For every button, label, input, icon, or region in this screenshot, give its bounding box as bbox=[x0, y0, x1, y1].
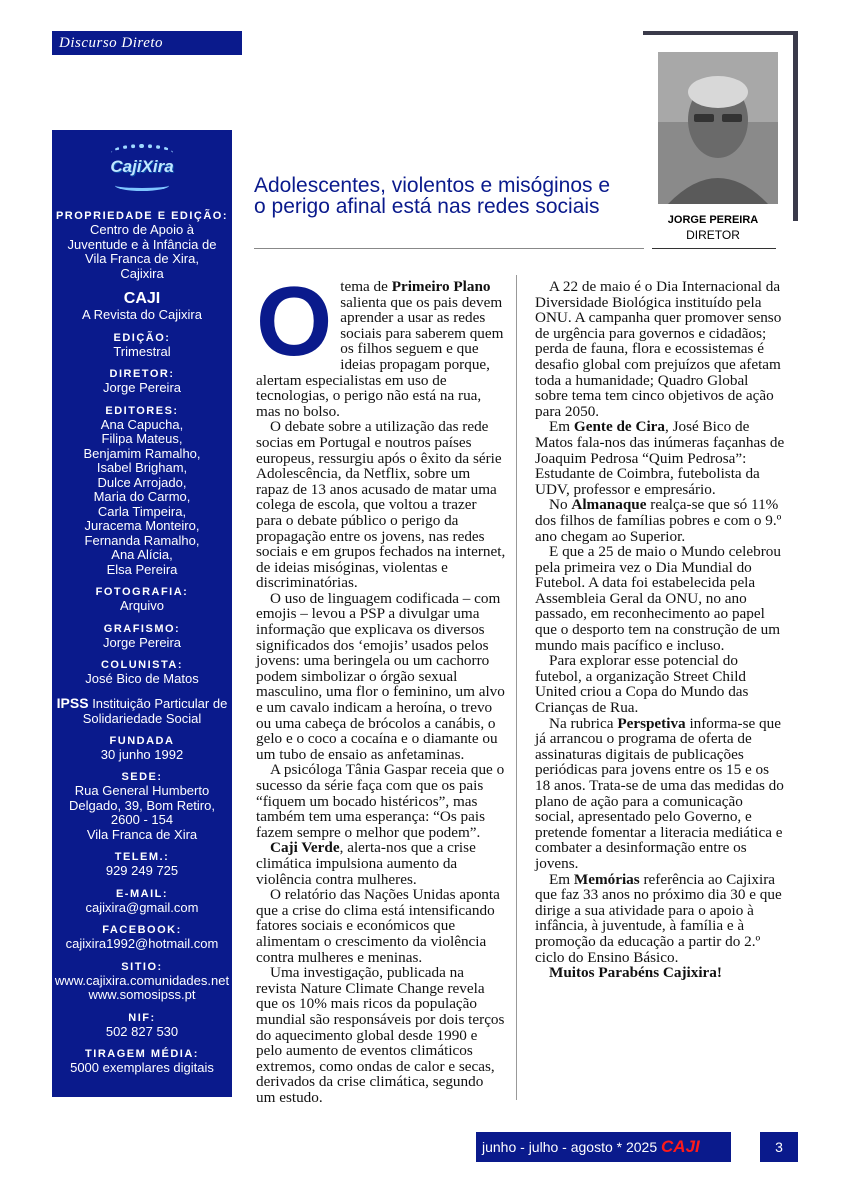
masthead-label: EDIÇÃO: bbox=[113, 331, 171, 344]
paragraph: A psicóloga Tânia Gaspar receia que o sucesso da série faça com que os pais “fiquem um bocado histéricos”, mas também tem uma esperança: “Os pais fazem sempre o melhor que podem”. bbox=[256, 761, 505, 841]
column-divider bbox=[516, 275, 517, 1100]
masthead-block bbox=[52, 586, 232, 614]
issue-date: junho - julho - agosto * 2025 bbox=[482, 1139, 662, 1155]
article-headline: Adolescentes, violentos e misóginos e o perigo afinal está nas redes sociais bbox=[254, 174, 611, 218]
masthead-label: GRAFISMO: bbox=[103, 622, 181, 635]
paragraph: Caji Verde, alerta-nos que a crise climática impulsiona aumento da violência contra mulheres. bbox=[256, 839, 476, 888]
masthead-label: COLUNISTA: bbox=[100, 659, 183, 671]
paragraph: O relatório das Nações Unidas aponta que a crise do clima está intensificando fatores sociais e económicos que alimentam o crescimento da violência contra mulheres e meninas. bbox=[256, 886, 500, 966]
ipss-bold: IPSS bbox=[56, 694, 89, 711]
frame-top-rule bbox=[643, 31, 796, 35]
masthead-value: Arquivo bbox=[119, 598, 165, 613]
logo-text: CajiXira bbox=[110, 157, 174, 176]
masthead-label: TIRAGEM MÉDIA: bbox=[85, 1048, 199, 1060]
masthead-value: 502 827 530 bbox=[105, 1023, 179, 1039]
frame-right-rule bbox=[793, 31, 798, 221]
masthead-value: cajixira1992@hotmail.com bbox=[65, 936, 219, 951]
author-rule bbox=[652, 248, 776, 249]
masthead-label: E-MAIL: bbox=[115, 887, 169, 900]
paragraph: Para explorar esse potencial do futebol, a organização Street Child United criou a Copa do Mundo das Crianças de Rua. bbox=[535, 652, 749, 717]
masthead-block bbox=[52, 888, 232, 916]
masthead-block bbox=[52, 623, 232, 651]
masthead-value: A Revista do Cajixira bbox=[82, 307, 202, 322]
section-tag: Discurso Direto bbox=[52, 31, 242, 55]
masthead-block bbox=[52, 1012, 232, 1040]
headline-rule bbox=[254, 248, 644, 249]
masthead-label: FUNDADA bbox=[109, 734, 175, 747]
masthead-label: DIRETOR: bbox=[109, 368, 175, 380]
masthead-label: NIF: bbox=[128, 1011, 156, 1024]
masthead-sidebar bbox=[52, 130, 232, 1097]
paragraph: Em Gente de Cira, José Bico de Matos fala-nos das inúmeras façanhas de Joaquim Pedrosa “Quim Pedrosa”: Estudante de Coimbra, futebolista da UDV, professor e empresário. bbox=[535, 418, 785, 498]
masthead-block bbox=[52, 735, 232, 763]
paragraph: No Almanaque realça-se que só 11% dos filhos de famílias pobres e com o 9.º ano chegam ao Superior. bbox=[535, 496, 782, 545]
masthead-block bbox=[52, 210, 232, 281]
cajixira-logo bbox=[109, 138, 175, 196]
logo-wave bbox=[115, 180, 169, 191]
paragraph: O debate sobre a utilização das rede socias em Portugal e noutros países europeus, ressurgiu após o êxito da série Adolescência, da Netflix, sobre um rapaz de 13 anos acusado de matar uma colega de escola, que voltou a trazer para o debate público o perigo da propagação entre os jovens, nas redes sociais e em grupos fechados na internet, de ideias misóginas, violentas e discriminatórias. bbox=[256, 418, 506, 592]
masthead-label: EDITORES: bbox=[105, 404, 179, 417]
masthead-block bbox=[52, 405, 232, 578]
masthead-block bbox=[52, 961, 232, 1003]
author-role: DIRETOR bbox=[686, 228, 740, 242]
masthead-block bbox=[52, 924, 232, 952]
paragraph: Uma investigação, publicada na revista Nature Climate Change revela que os 10% mais ricos da população mundial são responsáveis por dois terços do aquecimento global desde 1990 e pelo aumento de eventos climáticos extremos, como ondas de calor e secas, derivados da crise climática, segundo um estudo. bbox=[256, 964, 505, 1106]
masthead-value: 30 junho 1992 bbox=[100, 746, 184, 762]
masthead-value: Jorge Pereira bbox=[102, 380, 182, 395]
masthead-value: Jorge Pereira bbox=[102, 634, 182, 650]
brand-mark: CAJI bbox=[661, 1137, 700, 1156]
author-portrait bbox=[658, 52, 778, 204]
page-number: 3 bbox=[760, 1132, 798, 1162]
article-column-2 bbox=[535, 279, 785, 981]
masthead-label: FOTOGRAFIA: bbox=[95, 586, 189, 598]
masthead-value: Rua General Humberto Delgado, 39, Bom Retiro, 2600 - 154 Vila Franca de Xira bbox=[69, 783, 215, 842]
masthead-label: FACEBOOK: bbox=[102, 924, 182, 936]
author-name: JORGE PEREIRA bbox=[667, 214, 759, 226]
masthead-value: 929 249 725 bbox=[105, 863, 179, 878]
masthead-value: José Bico de Matos bbox=[85, 671, 199, 686]
paragraph: tema de Primeiro Plano salienta que os pais devem aprender a usar as redes sociais para saberem quem os filhos seguem e que ideias propagam porque, alertam especialistas em uso de tecnologias, o perigo não está na rua, mas no bolso. bbox=[256, 278, 504, 420]
issue-footer bbox=[476, 1132, 731, 1162]
paragraph: Na rubrica Perspetiva informa-se que já arrancou o programa de oferta de assinaturas digitais de publicações periódicas para jovens entre os 15 e os 18 anos. Trata-se de uma das medidas do plano de ação para a comunicação social, apresentado pelo Governo, e pretende fomentar a literacia mediática e combater a desinformação entre os jovens. bbox=[535, 714, 784, 872]
masthead-block bbox=[52, 771, 232, 842]
paragraph: A 22 de maio é o Dia Internacional da Diversidade Biológica instituído pela ONU. A campanha quer promover senso de urgência para governos e cidadãos; perda de fauna, flora e ecossistemas é desafio global com prejuízos que afetam toda a humanidade; Quadro Global sobre tema tem cinco objetivos de ação para 2050. bbox=[535, 278, 782, 420]
masthead-block bbox=[52, 290, 232, 323]
masthead-block bbox=[52, 1048, 232, 1076]
drop-cap: O bbox=[256, 266, 333, 376]
masthead-label: SITIO: bbox=[121, 960, 163, 973]
paragraph: O uso de linguagem codificada – com emojis – levou a PSP a divulgar uma informação que explicava os diversos significados dos ‘emojis’ usados pelos jovens: uma beringela ou um cachorro podem simbolizar o órgão sexual masculino, uma flor o feminino, um alvo e um cavalo indicam a heroína, o trevo ou uma cabeça de brócolos a canábis, o gelo e o coco a cocaína e o diamante ou um tubo de ensaio as anfetaminas. bbox=[256, 589, 505, 763]
paragraph: Em Memórias referência ao Cajixira que faz 33 anos no próximo dia 30 e que dirige a sua atividade para o apoio à infância, à juventude, à família e à promoção da educação a partir do 2.º ciclo do Ensino Básico. bbox=[535, 870, 782, 966]
masthead-label: SEDE: bbox=[121, 771, 163, 783]
masthead-label: PROPRIEDADE E EDIÇÃO: bbox=[55, 210, 229, 222]
masthead-value: Centro de Apoio à Juventude e à Infância de Vila Franca de Xira, Cajixira bbox=[67, 222, 217, 281]
masthead-label: CAJI bbox=[123, 290, 161, 307]
masthead-value: www.cajixira.comunidades.net www.somosipss.pt bbox=[54, 972, 230, 1002]
ipss-text: Instituição Particular de Solidariedade Social bbox=[82, 695, 228, 726]
masthead-value: Trimestral bbox=[113, 343, 171, 359]
article-column-1 bbox=[256, 266, 506, 1106]
masthead-block bbox=[52, 659, 232, 687]
masthead-value: cajixira@gmail.com bbox=[85, 899, 199, 915]
closing-line: Muitos Parabéns Cajixira! bbox=[549, 964, 722, 982]
paragraph: E que a 25 de maio o Mundo celebrou pela primeira vez o Dia Mundial do Futebol. A data foi estabelecida pela Assembleia Geral da ONU, no ano passado, em reconhecimento ao papel que o desporto tem na construção de um mundo mais pacífico e incluso. bbox=[535, 543, 781, 654]
masthead-value: Ana Capucha, Filipa Mateus, Benjamim Ramalho, Isabel Brigham, Dulce Arrojado, Maria do Carmo, Carla Timpeira, Juracema Monteiro, Fernanda Ramalho, Ana Alícia, Elsa Pereira bbox=[83, 416, 201, 577]
masthead-block bbox=[52, 332, 232, 360]
masthead-value: 5000 exemplares digitais bbox=[70, 1060, 214, 1075]
masthead-label: TELEM.: bbox=[114, 851, 170, 863]
ipss-line bbox=[52, 696, 232, 726]
masthead-block bbox=[52, 851, 232, 879]
masthead-block bbox=[52, 368, 232, 396]
